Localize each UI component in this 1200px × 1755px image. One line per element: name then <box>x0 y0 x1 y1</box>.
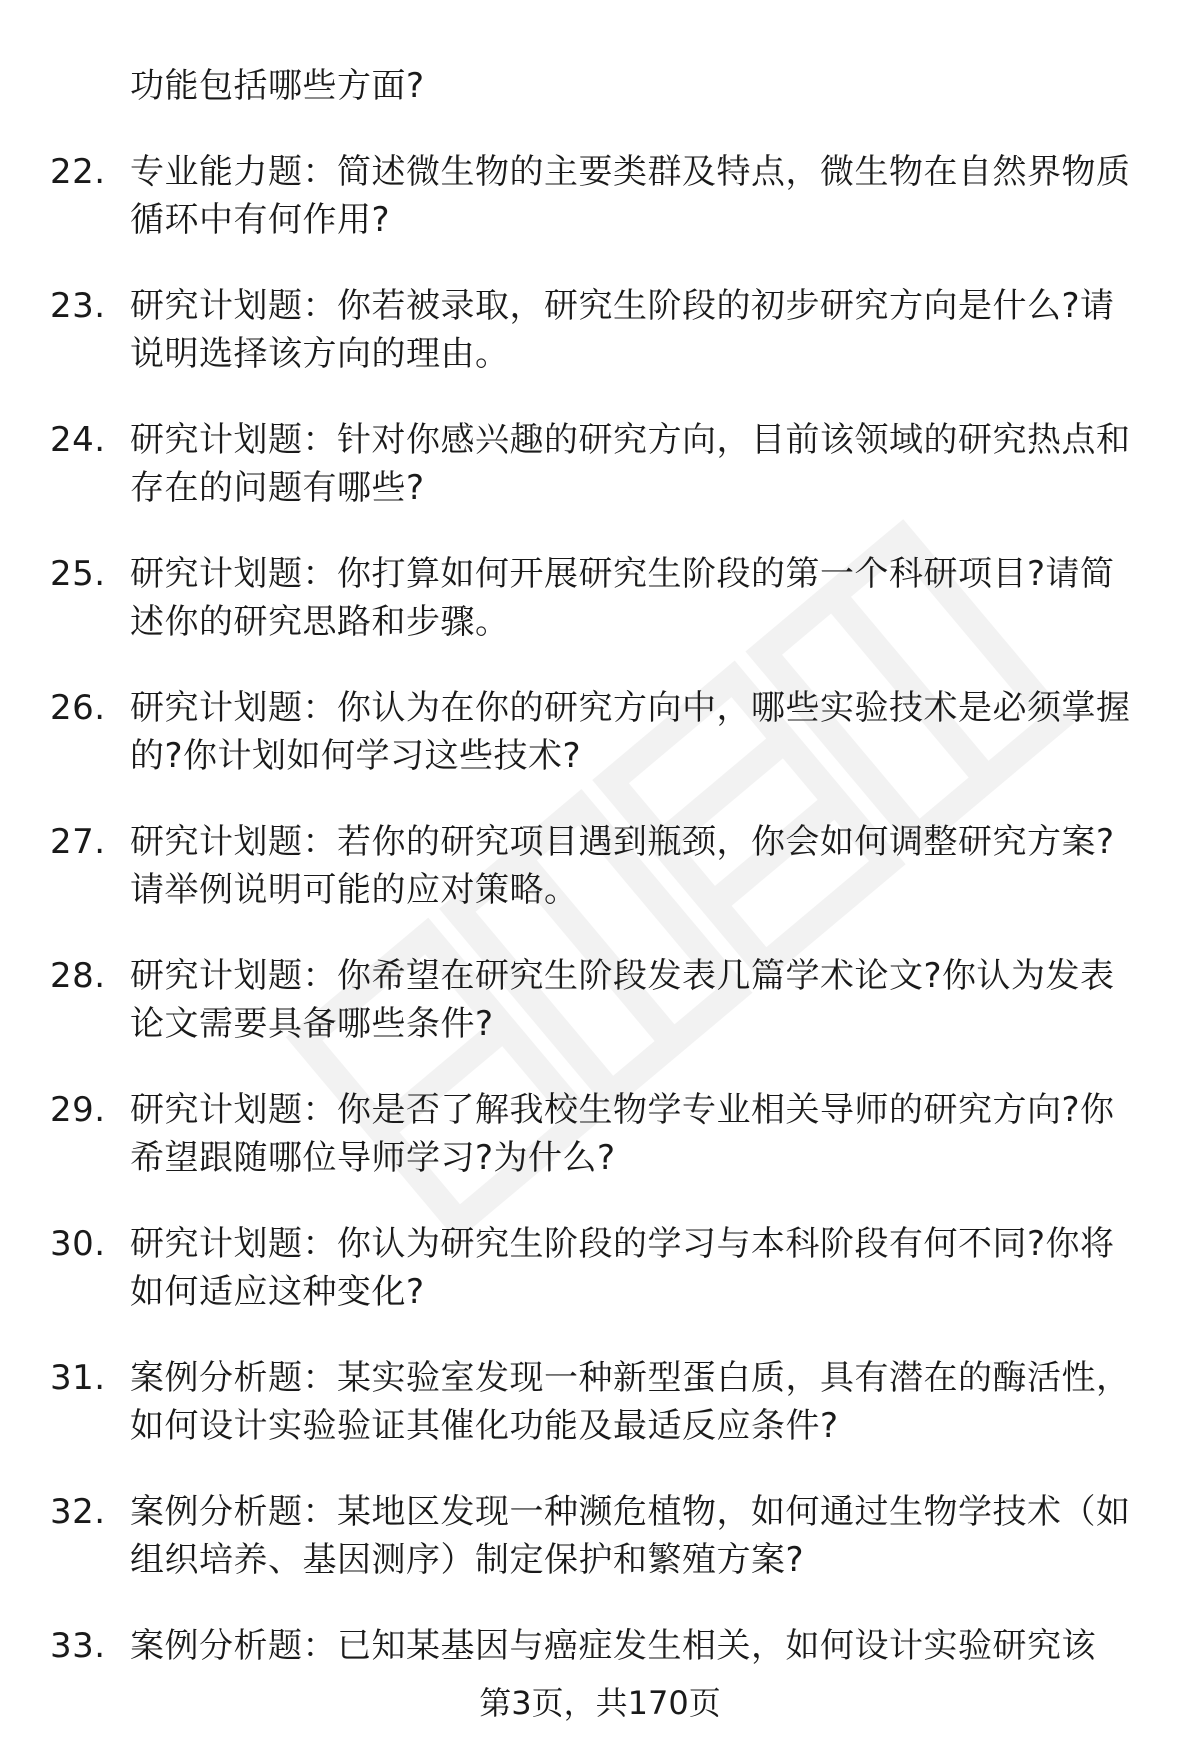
question-number: 24. <box>50 420 106 460</box>
page-footer: 第3页，共170页 <box>479 1684 721 1722</box>
question-number: 29. <box>50 1090 106 1130</box>
question-number: 26. <box>50 688 106 728</box>
question-continuation <box>0 62 1200 110</box>
question-number: 33. <box>50 1626 106 1666</box>
question-item <box>0 550 1200 646</box>
question-item <box>0 416 1200 512</box>
question-list <box>0 62 1200 1708</box>
question-text: 专业能力题：简述微生物的主要类群及特点，微生物在自然界物质循环中有何作用? <box>130 152 1131 240</box>
question-text: 案例分析题：已知某基因与癌症发生相关，如何设计实验研究该 <box>130 1626 1096 1666</box>
question-number: 28. <box>50 956 106 996</box>
question-text: 案例分析题：某地区发现一种濒危植物，如何通过生物学技术（如组织培养、基因测序）制定保护和繁殖方案? <box>130 1492 1131 1580</box>
question-item <box>0 818 1200 914</box>
question-text: 研究计划题：你若被录取，研究生阶段的初步研究方向是什么?请说明选择该方向的理由。 <box>130 286 1115 374</box>
question-text: 研究计划题：针对你感兴趣的研究方向，目前该领域的研究热点和存在的问题有哪些? <box>130 420 1131 508</box>
question-item <box>0 1220 1200 1316</box>
question-item <box>0 684 1200 780</box>
question-number: 23. <box>50 286 106 326</box>
question-text: 研究计划题：若你的研究项目遇到瓶颈，你会如何调整研究方案?请举例说明可能的应对策略。 <box>130 822 1115 910</box>
question-text: 研究计划题：你认为研究生阶段的学习与本科阶段有何不同?你将如何适应这种变化? <box>130 1224 1115 1312</box>
question-item <box>0 952 1200 1048</box>
question-number: 22. <box>50 152 106 192</box>
question-text: 研究计划题：你是否了解我校生物学专业相关导师的研究方向?你希望跟随哪位导师学习?为什么? <box>130 1090 1115 1178</box>
question-continuation-text: 功能包括哪些方面? <box>130 66 425 106</box>
question-number: 25. <box>50 554 106 594</box>
question-item <box>0 1622 1200 1670</box>
question-text: 研究计划题：你认为在你的研究方向中，哪些实验技术是必须掌握的?你计划如何学习这些技术? <box>130 688 1131 776</box>
question-item <box>0 1086 1200 1182</box>
question-item <box>0 282 1200 378</box>
question-item <box>0 148 1200 244</box>
question-number: 31. <box>50 1358 106 1398</box>
question-text: 案例分析题：某实验室发现一种新型蛋白质，具有潜在的酶活性，如何设计实验验证其催化功能及最适反应条件? <box>130 1358 1131 1446</box>
question-text: 研究计划题：你打算如何开展研究生阶段的第一个科研项目?请简述你的研究思路和步骤。 <box>130 554 1115 642</box>
question-number: 30. <box>50 1224 106 1264</box>
question-item <box>0 1354 1200 1450</box>
question-item <box>0 1488 1200 1584</box>
question-number: 27. <box>50 822 106 862</box>
question-number: 32. <box>50 1492 106 1532</box>
question-text: 研究计划题：你希望在研究生阶段发表几篇学术论文?你认为发表论文需要具备哪些条件? <box>130 956 1115 1044</box>
